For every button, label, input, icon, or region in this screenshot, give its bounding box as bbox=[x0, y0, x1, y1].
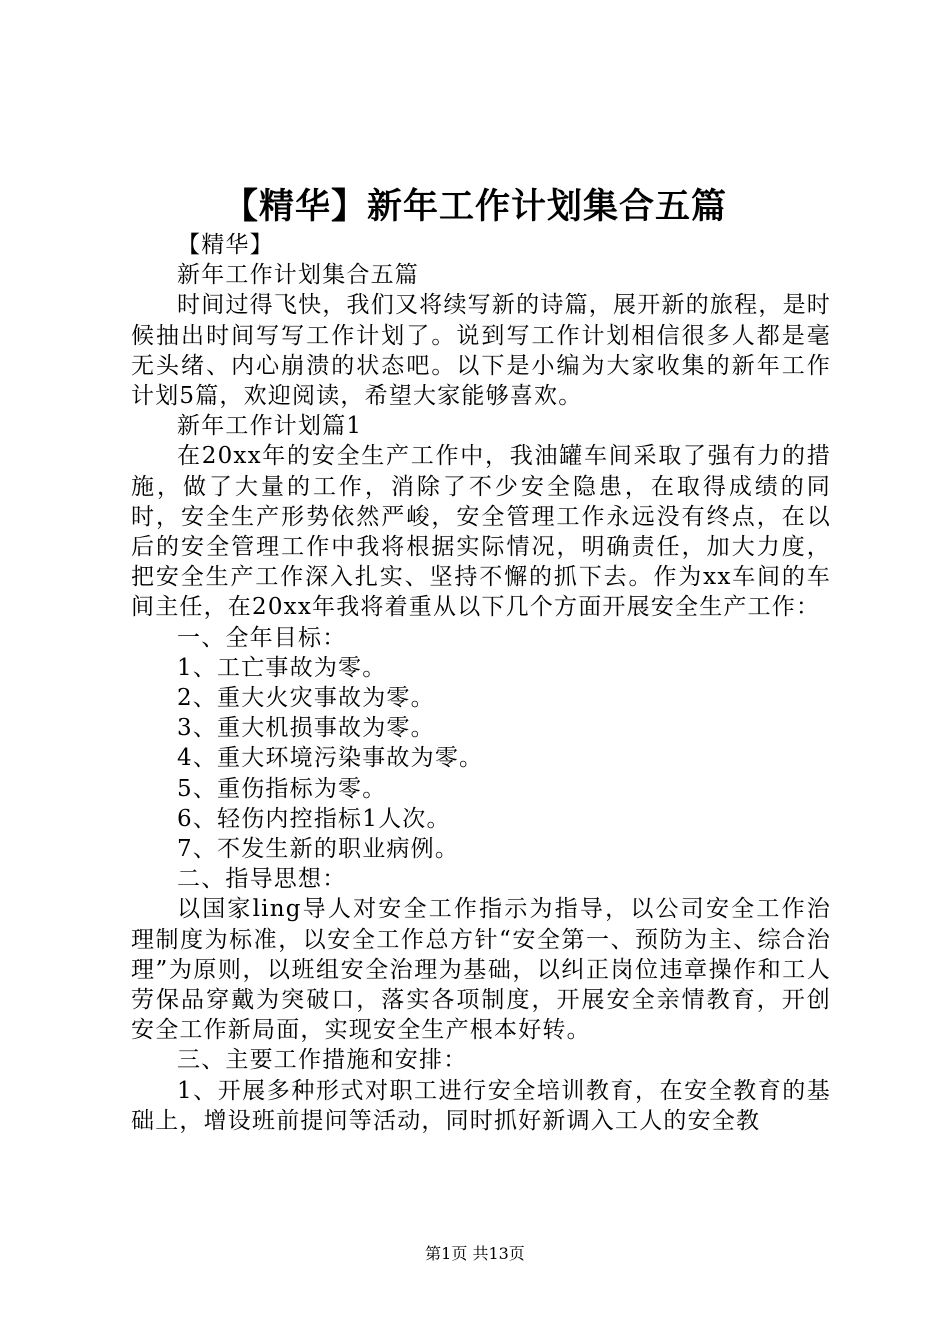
document-title: 【精华】新年工作计划集合五篇 bbox=[222, 187, 727, 227]
list-item: 6、轻伤内控指标1人次。 bbox=[177, 805, 451, 832]
paragraph: 三、主要工作措施和安排： bbox=[177, 1047, 468, 1074]
paragraph: 【精华】 bbox=[177, 232, 274, 258]
paragraph: 以国家ling导人对安全工作指示为指导，以公司安全工作治理制度为标准，以安全工作总方针“安全第一、预防为主、综合治理”为原则，以班组安全治理为基础，以纠正岗位违章操作和工人劳保品穿戴为突破口，落实各项制度，开展安全亲情教育，开创安全工作新局面，实现安全生产根本好转。 bbox=[131, 896, 831, 1044]
paragraph: 新年工作计划篇1 bbox=[177, 413, 363, 440]
list-item: 1、工亡事故为零。 bbox=[177, 654, 387, 681]
paragraph: 1、开展多种形式对职工进行安全培训教育，在安全教育的基础上，增设班前提问等活动，同时抓好新调入工人的安全教 bbox=[131, 1077, 831, 1134]
paragraph: 二、指导思想： bbox=[177, 866, 347, 893]
list-item: 4、重大环境污染事故为零。 bbox=[177, 745, 484, 772]
paragraph: 新年工作计划集合五篇 bbox=[177, 262, 419, 289]
paragraph: 时间过得飞快，我们又将续写新的诗篇，展开新的旅程，是时候抽出时间写写工作计划了。说到写工作计划相信很多人都是毫无头绪、内心崩溃的状态吧。以下是小编为大家收集的新年工作计划5篇，欢迎阅读，希望大家能够喜欢。 bbox=[131, 292, 831, 410]
list-item: 5、重伤指标为零。 bbox=[177, 775, 387, 802]
list-item: 7、不发生新的职业病例。 bbox=[177, 836, 460, 863]
list-item: 3、重大机损事故为零。 bbox=[177, 715, 435, 742]
paragraph: 一、全年目标： bbox=[177, 624, 347, 651]
page-footer: 第1页 共13页 bbox=[425, 1244, 525, 1263]
list-item: 2、重大火灾事故为零。 bbox=[177, 685, 435, 712]
document-body bbox=[131, 230, 831, 1136]
paragraph: 在20xx年的安全生产工作中，我油罐车间采取了强有力的措施，做了大量的工作，消除了不少安全隐患，在取得成绩的同时，安全生产形势依然严峻，安全管理工作永远没有终点，在以后的安全管理工作中我将根据实际情况，明确责任，加大力度，把安全生产工作深入扎实、坚持不懈的抓下去。作为xx车间的车间主任，在20xx年我将着重从以下几个方面开展安全生产工作： bbox=[131, 443, 831, 621]
